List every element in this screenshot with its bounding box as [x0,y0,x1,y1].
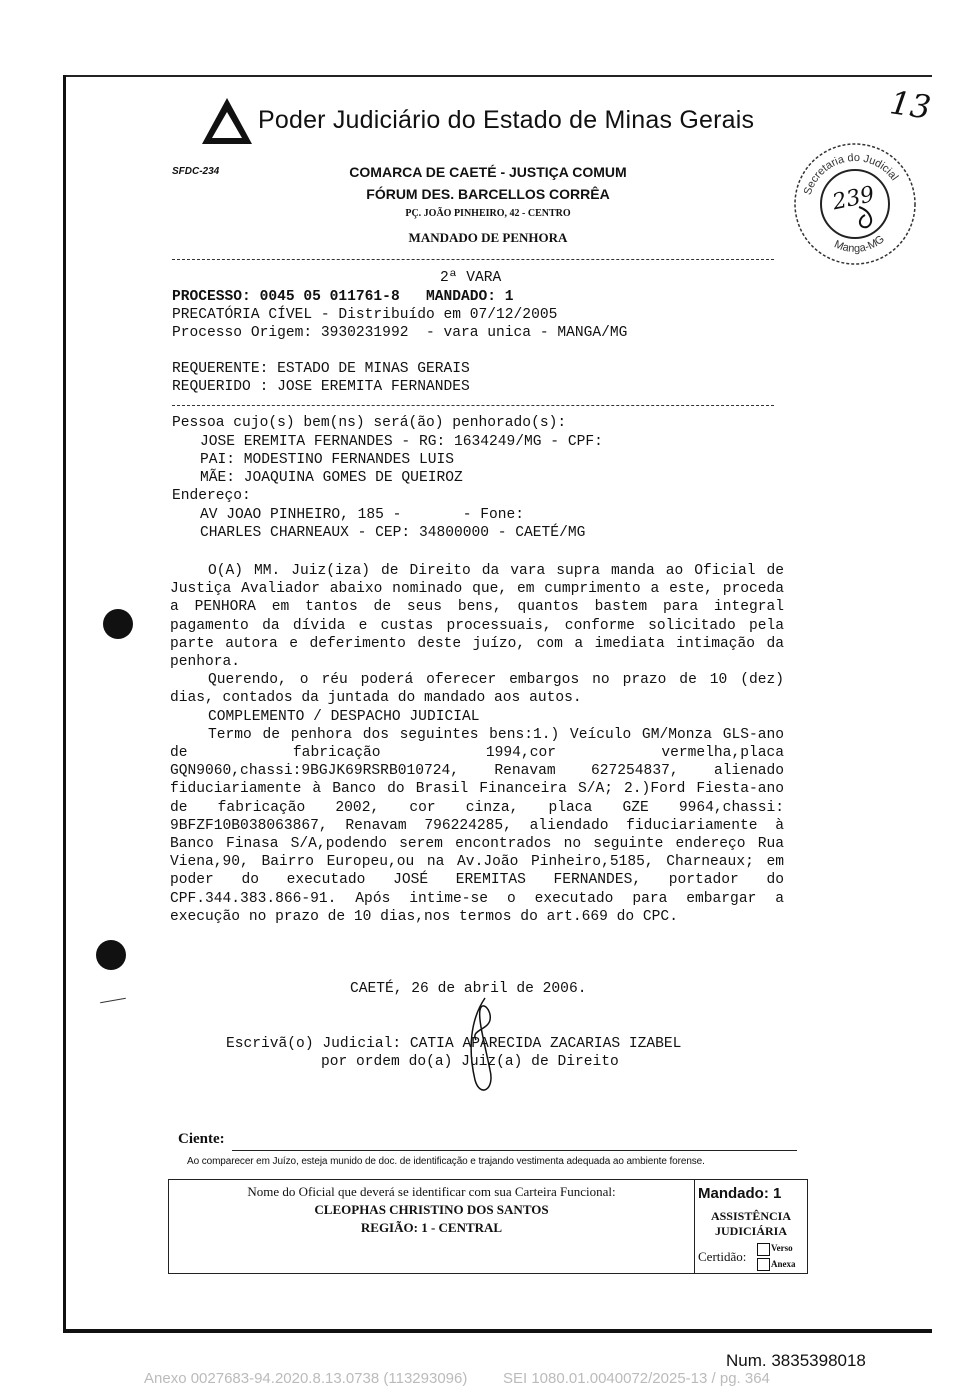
stamp-bottom-text: Manga-MG [832,233,887,255]
body-paragraph-1: O(A) MM. Juiz(iza) de Direito da vara supra manda ao Oficial de Justiça Avaliador abaixo nominado que, em cumprimento a este, proceda a PENHORA em tantos de seus bens, quantos bastem para integral pagamento da dívida e custas processuais, conforme solicitado pela parte autora e deferimento deste juízo, com a imediata intimação da penhora. [170,563,784,671]
page-border-top [64,75,932,77]
secretaria-stamp [791,141,919,267]
endereco-label: Endereço: [172,488,251,504]
page-border-bottom [63,1329,932,1333]
mandado-body [170,562,784,926]
processo-line: PROCESSO: 0045 05 011761-8 MANDADO: 1 [172,289,514,305]
anexa-checkbox[interactable] [757,1258,770,1271]
mandado-number: Mandado: 1 [698,1185,782,1202]
officer-name: CLEOPHAS CHRISTINO DOS SANTOS [314,1202,549,1217]
margin-mark [100,998,126,1003]
footer-sei: SEI 1080.01.0040072/2025-13 / pg. 364 [503,1370,770,1387]
requerente-line: REQUERENTE: ESTADO DE MINAS GERAIS [172,361,470,377]
processo-origem-line: Processo Origem: 3930231992 - vara unica - MANGA/MG [172,325,628,341]
pessoa-pai-line: PAI: MODESTINO FERNANDES LUIS [200,452,454,468]
ordem-line: por ordem do(a) Juiz(a) de Direito [321,1054,619,1070]
handwritten-signature [440,990,520,1100]
handwritten-page-number: 13 [887,83,934,127]
comarca-heading: COMARCA DE CAETÉ - JUSTIÇA COMUM [349,164,627,180]
escrivao-line: Escrivã(o) Judicial: CATIA APARECIDA ZACARIAS IZABEL [226,1036,682,1052]
forum-address: PÇ. JOÃO PINHEIRO, 42 - CENTRO [405,208,571,219]
page-border-left [63,75,66,1333]
address-line-2: CHARLES CHARNEAUX - CEP: 34800000 - CAETÉ/MG [200,525,586,541]
pessoa-mae-line: MÃE: JOAQUINA GOMES DE QUEIROZ [200,470,463,486]
ciente-label: Ciente: [178,1131,225,1147]
complemento-heading: COMPLEMENTO / DESPACHO JUDICIAL [208,708,480,725]
body-paragraph-3: Termo de penhora dos seguintes bens:1.) Veículo GM/Monza GLS-ano de fabricação 1994,cor vermelha,placa GQN9060,chassi:9BGJK69RSRB010724, Renavam 627254837, alienado fiduciariamente à Banco do Brasil Financeira S/A; 2.)Ford Fiesta-ano de fabricação 2002, cor cinza, placa GZE 9964,chassi: 9BFZF10B038063867, Renavam 796224285, aliendado fiduciariamente à Banco Finasa S/A,podendo serem encontrados no seguinte endereço Rua Viena,90, Bairro Europeu,ou na Av.João Pinheiro,5185, Charneaux; em poder do executado JOSÉ EREMITAS FERNANDES, portador do CPF.344.383.866-91. Após intime-se o executado para embargar a execução no prazo de 10 dias,nos termos do art.669 do CPC. [170,726,784,925]
separator-line [172,405,774,406]
separator-line [172,259,774,260]
certidao-label: Certidão: [698,1249,747,1264]
footer-anexo: Anexo 0027683-94.2020.8.13.0738 (113293096) [144,1370,468,1387]
forum-heading: FÓRUM DES. BARCELLOS CORRÊA [366,186,610,202]
verso-checkbox[interactable] [757,1243,770,1256]
requerido-line: REQUERIDO : JOSE EREMITA FERNANDES [172,379,470,395]
pessoa-name-line: JOSE EREMITA FERNANDES - RG: 1634249/MG - CPF: [200,434,603,450]
punch-hole-mark [103,609,133,639]
date-line: CAETÉ, 26 de abril de 2006. [350,981,587,997]
court-triangle-logo [200,96,254,146]
box-divider [694,1180,695,1273]
vara-label: 2ª VARA [440,270,502,286]
document-title: MANDADO DE PENHORA [408,230,568,245]
stamp-handwritten-number: 239 [830,182,877,216]
document-number: Num. 3835398018 [726,1351,866,1370]
anexa-label: Anexa [771,1259,796,1269]
verso-label: Verso [771,1243,793,1253]
officer-regiao: REGIÃO: 1 - CENTRAL [360,1220,503,1235]
officer-box [168,1179,808,1274]
ciente-signature-line [232,1150,797,1151]
assistencia-judiciaria [696,1209,806,1239]
svg-text:Manga-MG [832,233,886,255]
punch-hole-mark [96,940,126,970]
stamp-top-text: Secretaria do Judicial [801,151,901,197]
form-code: SFDC-234 [172,166,220,177]
precatoria-line: PRECATÓRIA CÍVEL - Distribuído em 07/12/2005 [172,307,558,323]
ciente-notice: Ao comparecer em Juízo, esteja munido de doc. de identificação e trajando vestimenta adequada ao ambiente forense. [187,1156,705,1167]
address-line-1: AV JOAO PINHEIRO, 185 - - Fone: [200,507,525,523]
pessoa-heading: Pessoa cujo(s) bem(ns) será(ão) penhorado(s): [172,415,567,431]
header-title: Poder Judiciário do Estado de Minas Gerais [258,106,755,134]
officer-instruction: Nome do Oficial que deverá se identificar com sua Carteira Funcional: [247,1184,616,1199]
assistencia-line-2: JUDICIÁRIA [714,1224,787,1238]
body-paragraph-2: Querendo, o réu poderá oferecer embargos no prazo de 10 (dez) dias, contados da juntada do mandado aos autos. [170,672,784,707]
assistencia-line-1: ASSISTÊNCIA [710,1209,792,1223]
